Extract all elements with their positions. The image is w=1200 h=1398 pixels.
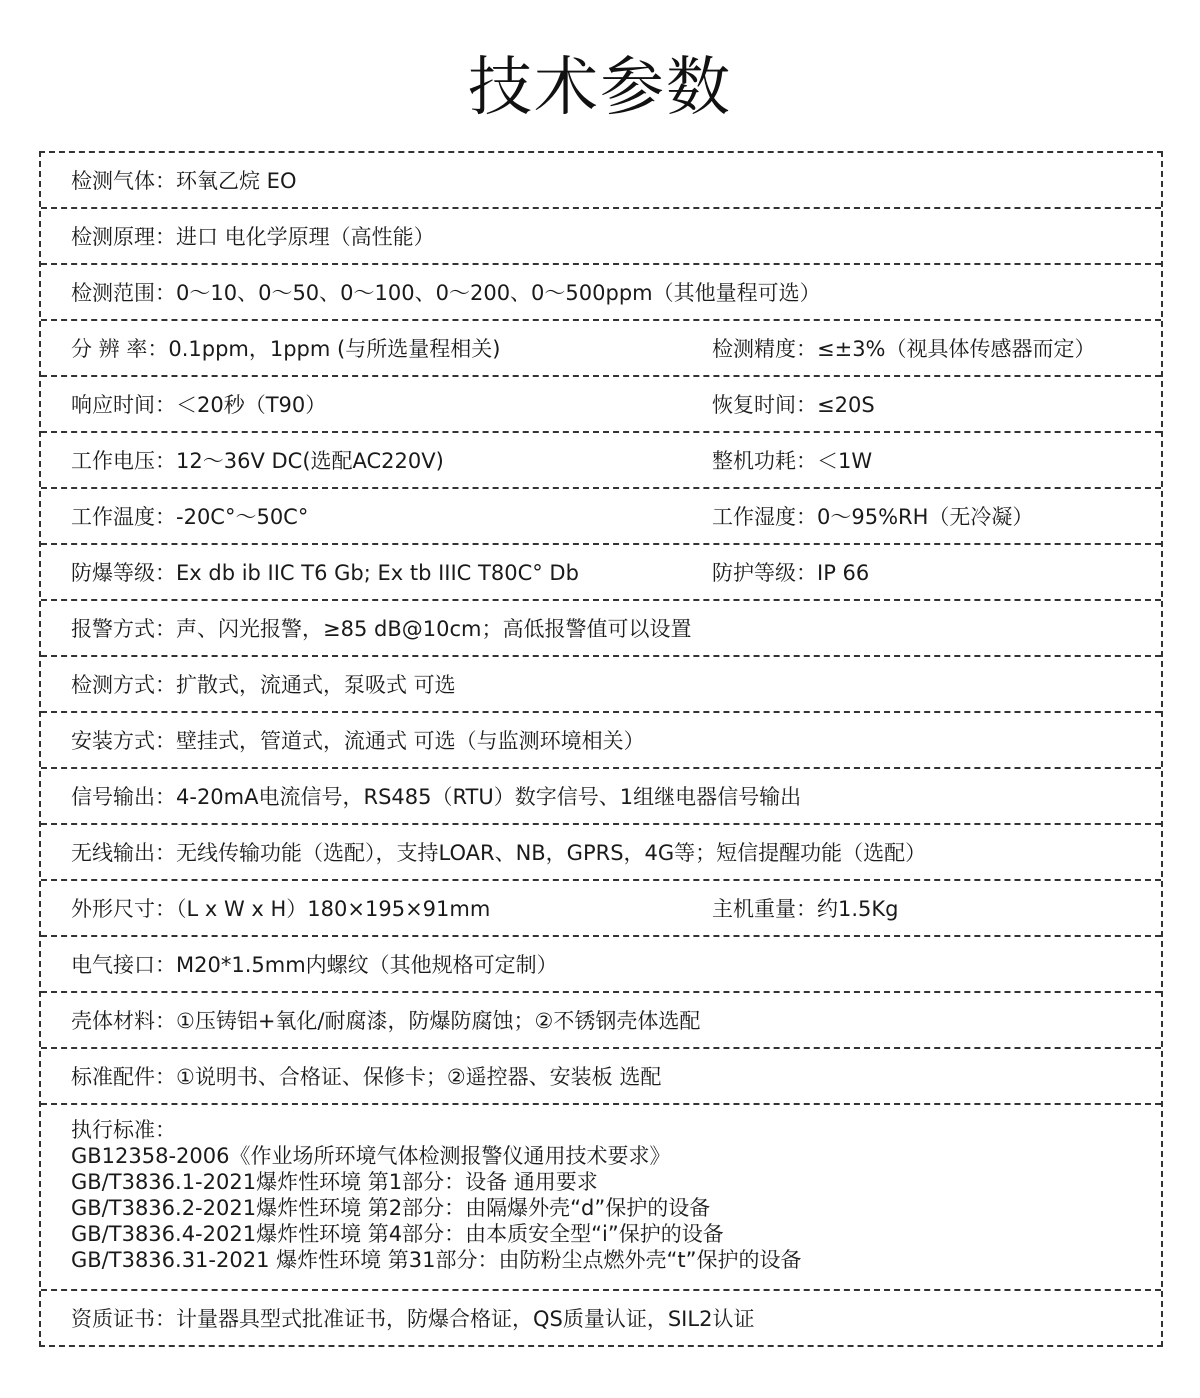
spec-row-accessories xyxy=(41,1049,1161,1105)
spec-row-gas xyxy=(41,153,1161,209)
spec-weight: 主机重量：约1.5Kg xyxy=(712,897,899,921)
spec-explosion-grade: 防爆等级：Ex db ib IIC T6 Gb; Ex tb IIIC T80C° Db xyxy=(71,561,579,585)
spec-response-time: 响应时间：＜20秒（T90） xyxy=(71,393,327,417)
spec-row-dimensions xyxy=(41,881,1161,937)
spec-dimensions: 外形尺寸：（L x W x H）180×195×91mm xyxy=(71,897,491,921)
spec-row-voltage xyxy=(41,433,1161,489)
spec-installation: 安装方式：壁挂式，管道式，流通式 可选（与监测环境相关） xyxy=(71,729,645,753)
standards-heading: 执行标准： xyxy=(71,1118,176,1142)
spec-row-signal xyxy=(41,769,1161,825)
standard-item: GB/T3836.31-2021 爆炸性环境 第31部分：由防粉尘点燃外壳“t”保护的设备 xyxy=(71,1248,802,1272)
spec-certificates: 资质证书：计量器具型式批准证书，防爆合格证，QS质量认证，SIL2认证 xyxy=(71,1307,755,1331)
spec-electrical-interface: 电气接口：M20*1.5mm内螺纹（其他规格可定制） xyxy=(71,953,558,977)
spec-recovery-time: 恢复时间：≤20S xyxy=(712,393,875,417)
spec-row-housing xyxy=(41,993,1161,1049)
standard-item: GB/T3836.4-2021爆炸性环境 第4部分：由本质安全型“i”保护的设备 xyxy=(71,1222,724,1246)
spec-row-explosion xyxy=(41,545,1161,601)
spec-temperature: 工作温度：-20C°～50C° xyxy=(71,505,309,529)
spec-voltage: 工作电压：12～36V DC(选配AC220V) xyxy=(71,449,444,473)
spec-gas: 检测气体：环氧乙烷 EO xyxy=(71,169,297,193)
spec-detection-mode: 检测方式：扩散式，流通式，泵吸式 可选 xyxy=(71,673,456,697)
spec-row-principle xyxy=(41,209,1161,265)
spec-row-detection-mode xyxy=(41,657,1161,713)
spec-row-installation xyxy=(41,713,1161,769)
spec-table xyxy=(39,151,1163,1347)
spec-resolution: 分 辨 率：0.1ppm，1ppm (与所选量程相关) xyxy=(71,337,501,361)
spec-wireless-output: 无线输出：无线传输功能（选配），支持LOAR、NB，GPRS，4G等；短信提醒功能（选配） xyxy=(71,841,927,865)
page-title: 技术参数 xyxy=(468,51,732,125)
spec-signal-output: 信号输出：4-20mA电流信号，RS485（RTU）数字信号、1组继电器信号输出 xyxy=(71,785,802,809)
spec-row-wireless xyxy=(41,825,1161,881)
spec-humidity: 工作湿度：0～95%RH（无冷凝） xyxy=(712,505,1034,529)
spec-accessories: 标准配件：①说明书、合格证、保修卡；②遥控器、安装板 选配 xyxy=(71,1065,662,1089)
standard-item: GB/T3836.1-2021爆炸性环境 第1部分：设备 通用要求 xyxy=(71,1170,598,1194)
spec-row-certificates xyxy=(41,1291,1161,1345)
standard-item: GB12358-2006《作业场所环境气体检测报警仪通用技术要求》 xyxy=(71,1144,671,1168)
spec-row-interface xyxy=(41,937,1161,993)
spec-row-alarm xyxy=(41,601,1161,657)
spec-row-response xyxy=(41,377,1161,433)
spec-power: 整机功耗：＜1W xyxy=(712,449,873,473)
spec-protection-grade: 防护等级：IP 66 xyxy=(712,561,870,585)
standard-item: GB/T3836.2-2021爆炸性环境 第2部分：由隔爆外壳“d”保护的设备 xyxy=(71,1196,711,1220)
spec-range: 检测范围：0～10、0～50、0～100、0～200、0～500ppm（其他量程可选） xyxy=(71,281,821,305)
spec-row-standards xyxy=(41,1105,1161,1291)
spec-row-range xyxy=(41,265,1161,321)
spec-row-resolution xyxy=(41,321,1161,377)
spec-housing-material: 壳体材料：①压铸铝+氧化/耐腐漆，防爆防腐蚀；②不锈钢壳体选配 xyxy=(71,1009,701,1033)
spec-row-temperature xyxy=(41,489,1161,545)
spec-accuracy: 检测精度：≤±3%（视具体传感器而定） xyxy=(712,337,1096,361)
spec-principle: 检测原理：进口 电化学原理（高性能） xyxy=(71,225,435,249)
spec-alarm: 报警方式：声、闪光报警，≥85 dB@10cm；高低报警值可以设置 xyxy=(71,617,692,641)
